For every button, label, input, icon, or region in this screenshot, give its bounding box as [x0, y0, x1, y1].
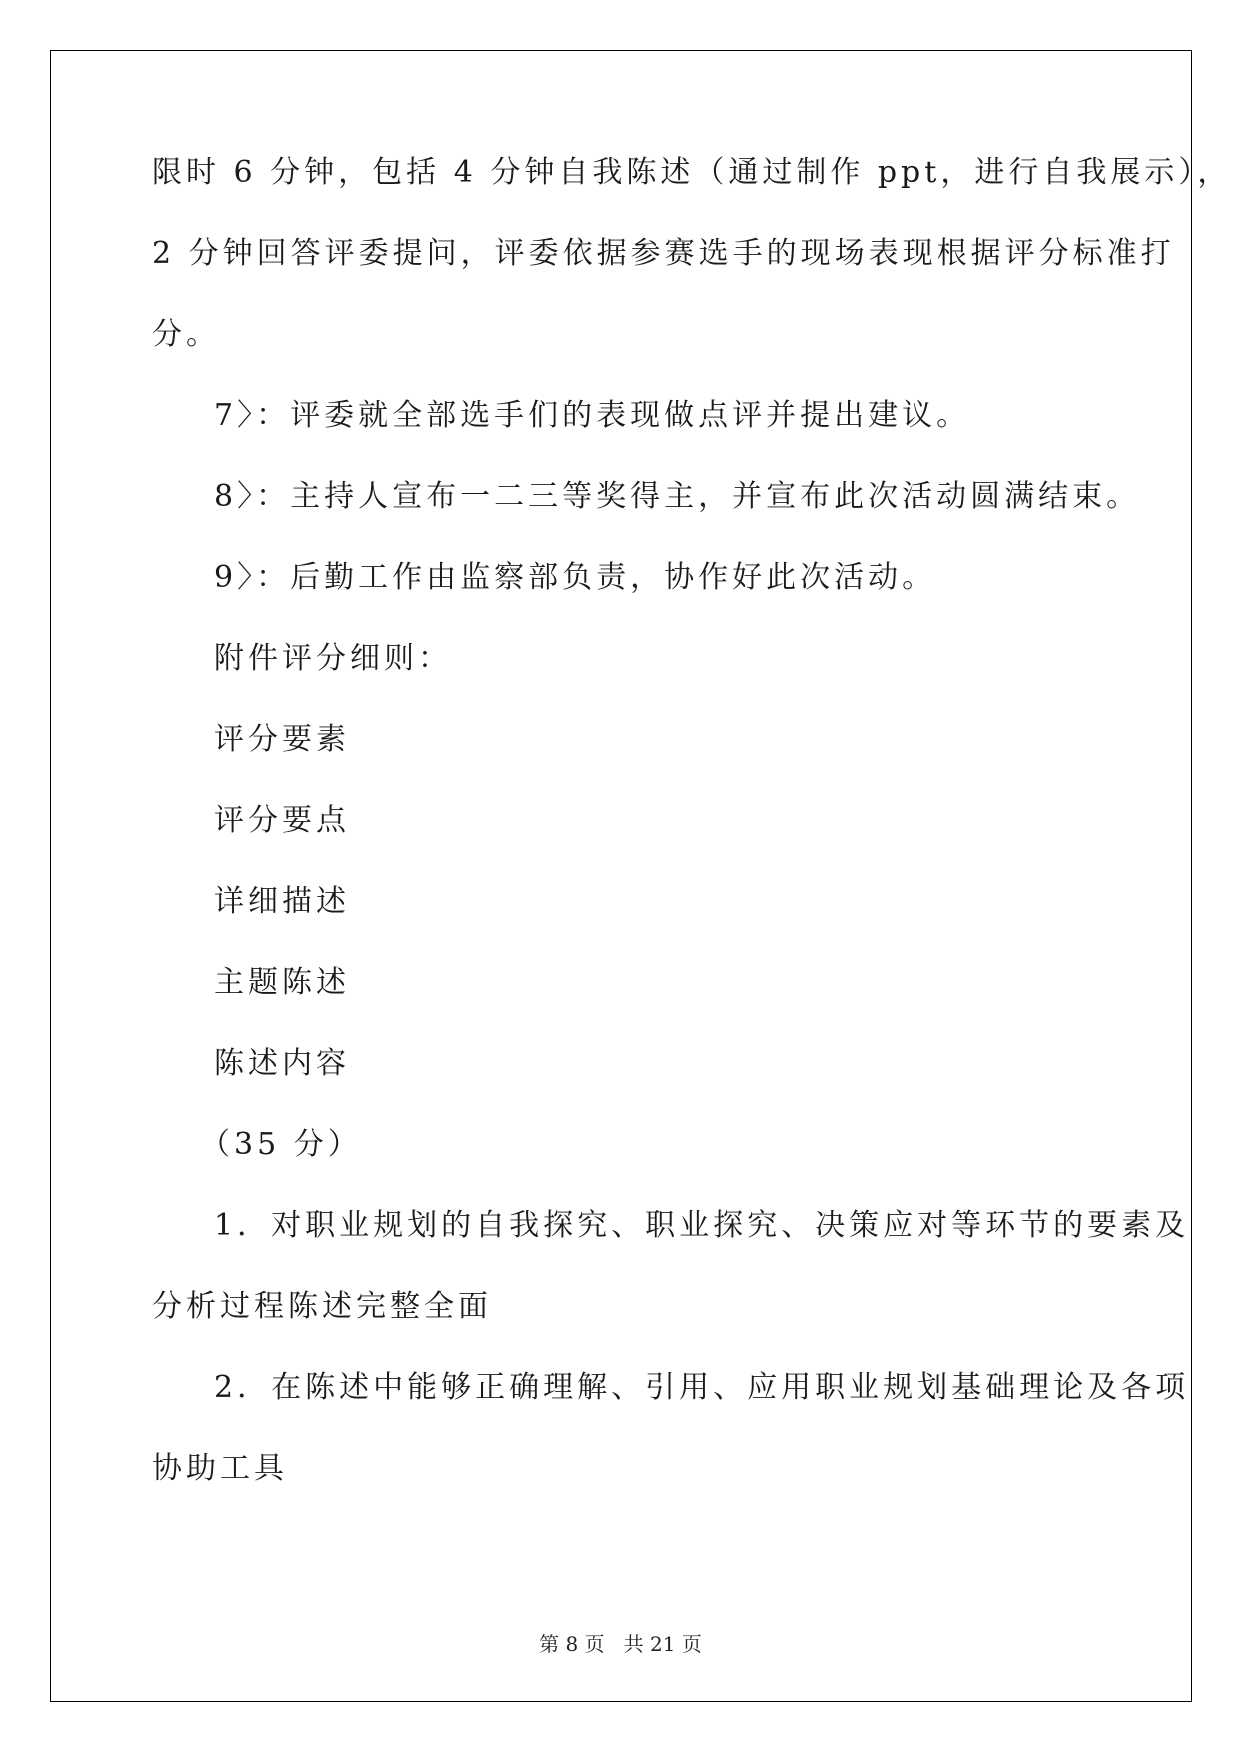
paragraph-line: 1．对职业规划的自我探究、职业探究、决策应对等环节的要素及 — [214, 1208, 1190, 1243]
paragraph-line: （35 分） — [200, 1127, 362, 1162]
paragraph-line: 主题陈述 — [214, 965, 350, 1000]
paragraph-line: 评分要素 — [214, 722, 350, 757]
paragraph-line: 7〉：评委就全部选手们的表现做点评并提出建议。 — [214, 398, 971, 433]
paragraph-line: 协助工具 — [152, 1451, 288, 1486]
paragraph-line: 2．在陈述中能够正确理解、引用、应用职业规划基础理论及各项 — [214, 1370, 1190, 1405]
paragraph-line: 分析过程陈述完整全面 — [152, 1289, 492, 1324]
paragraph-line: 分。 — [152, 317, 220, 352]
paragraph-line: 陈述内容 — [214, 1046, 350, 1081]
paragraph-line: 附件评分细则： — [214, 641, 452, 676]
paragraph-line: 8〉：主持人宣布一二三等奖得主，并宣布此次活动圆满结束。 — [214, 479, 1141, 514]
page-number: 第 8 页 共 21 页 — [539, 1632, 702, 1656]
page-footer — [0, 1634, 1241, 1654]
paragraph-line: 详细描述 — [214, 884, 350, 919]
paragraph-line: 9〉：后勤工作由监察部负责，协作好此次活动。 — [214, 560, 937, 595]
paragraph-line: 2 分钟回答评委提问，评委依据参赛选手的现场表现根据评分标准打 — [152, 236, 1175, 271]
document-body — [152, 155, 1232, 1535]
paragraph-line: 评分要点 — [214, 803, 350, 838]
paragraph-line: 限时 6 分钟，包括 4 分钟自我陈述（通过制作 ppt，进行自我展示）， — [152, 155, 1232, 190]
